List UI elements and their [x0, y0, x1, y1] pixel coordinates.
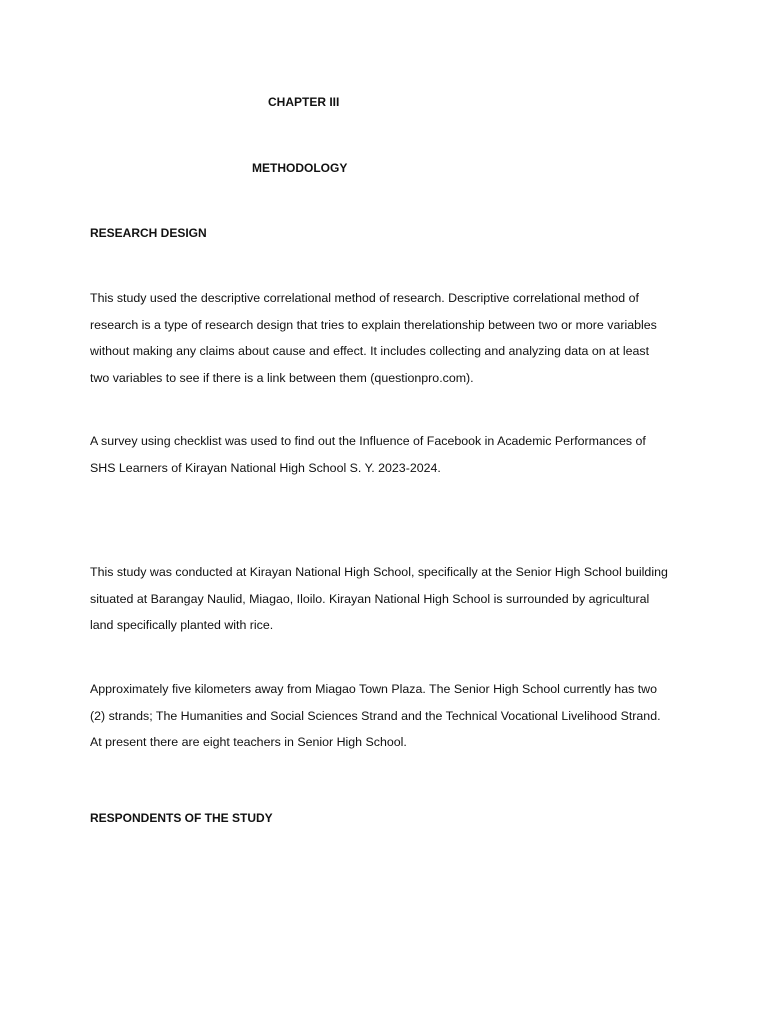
paragraph-survey — [90, 428, 690, 481]
paragraph-line: research is a type of research design that tries to explain therelationship between two or more variables — [90, 317, 657, 332]
section-heading-respondents: RESPONDENTS OF THE STUDY — [90, 811, 273, 825]
paragraph-line: without making any claims about cause and effect. It includes collecting and analyzing data on at least — [90, 344, 650, 358]
paragraph-line: Approximately five kilometers away from Miagao Town Plaza. The Senior High School currently has two — [90, 682, 658, 696]
paragraph-line: situated at Barangay Naulid, Miagao, Iloilo. Kirayan National High School is surrounded by agricultural — [90, 591, 650, 606]
paragraph-line: land specifically planted with rice. — [90, 618, 274, 632]
chapter-title: METHODOLOGY — [252, 161, 348, 175]
paragraph-line: This study was conducted at Kirayan National High School, specifically at the Senior High School building — [90, 565, 668, 579]
paragraph-research-method — [90, 285, 690, 391]
chapter-heading: CHAPTER III — [268, 95, 340, 109]
paragraph-line: two variables to see if there is a link between them (questionpro.com). — [90, 370, 474, 385]
paragraph-line: This study used the descriptive correlational method of research. Descriptive correlational method of — [90, 291, 639, 305]
paragraph-line: SHS Learners of Kirayan National High School S. Y. 2023-2024. — [90, 460, 441, 475]
paragraph-line: (2) strands; The Humanities and Social Sciences Strand and the Technical Vocational Livelihood Strand. — [90, 708, 661, 723]
paragraph-locale — [90, 559, 690, 639]
paragraph-line: At present there are eight teachers in Senior High School. — [90, 735, 407, 749]
paragraph-school-details — [90, 676, 690, 756]
section-heading-research-design: RESEARCH DESIGN — [90, 226, 207, 240]
paragraph-line: A survey using checklist was used to find out the Influence of Facebook in Academic Performances of — [90, 434, 646, 448]
